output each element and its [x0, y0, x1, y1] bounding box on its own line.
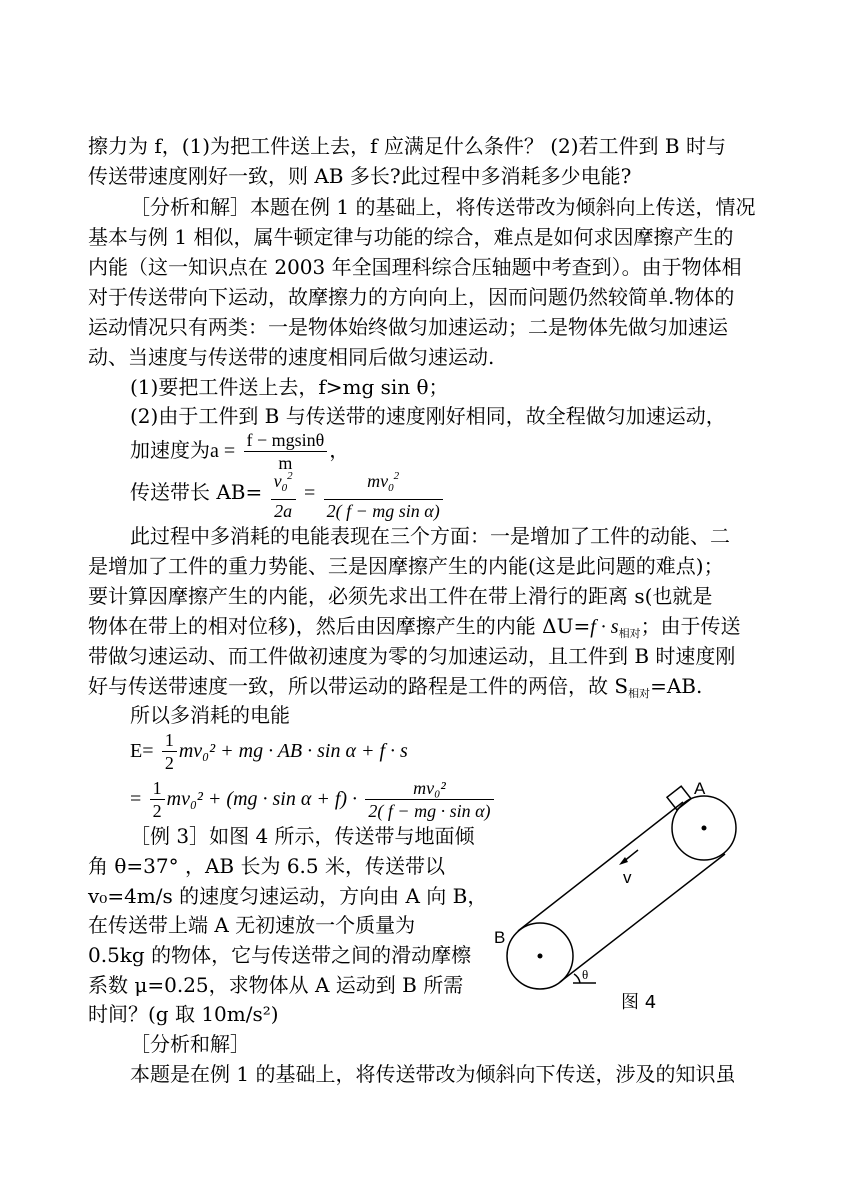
example3-line-3: v₀=4m/s 的速度匀速运动，方向由 A 向 B， [88, 884, 488, 908]
energy-fraction: $\frac{\text{mv₀²}}{\text{2( f − mg · sin α)}}$ [365, 777, 493, 822]
length-numerator-1: $v_0^2$ [271, 465, 296, 500]
text-line-1: 擦力为 f，(1)为把工件送上去，f 应满足什么条件？ (2)若工件到 B 时与 [88, 134, 726, 158]
text-line-18: 好与传送带速度一致，所以带运动的路程是工件的两倍，故 $S_{相对}=AB$. [88, 674, 703, 700]
energy-formula-1: E= $\frac{1}{2}$ mv₀² + mg · AB · sin α + f · s [130, 730, 408, 773]
acceleration-prefix: 加速度为 [130, 438, 210, 462]
energy-half-2: $\frac{1}{2}$ [150, 777, 165, 822]
example3-line-9: 本题是在例 1 的基础上，将传送带改为倾斜向下传送，涉及的知识虽 [130, 1062, 736, 1086]
acceleration-numerator: f − mgsinθ [244, 429, 328, 452]
length-fraction-1 [271, 465, 296, 522]
acceleration-suffix: ， [329, 438, 350, 462]
text-line-2: 传送带速度刚好一致，则 AB 多长?此过程中多消耗多少电能? [88, 164, 632, 188]
text-line-8: 动、当速度与传送带的速度相同后做匀速运动. [88, 345, 495, 369]
conveyor-belt-figure [488, 768, 748, 1028]
length-equals: = [303, 482, 316, 504]
text-line-5: 内能（这一知识点在 2003 年全国理科综合压轴题中考查到）。由于物体相 [88, 255, 742, 279]
length-numerator-2: $mv_0^2$ [324, 465, 443, 500]
length-denominator-2: 2( f − mg sin α) [326, 501, 440, 521]
label-theta: θ [582, 967, 589, 982]
text-line-13: 此过程中多消耗的电能表现在三个方面：一是增加了工件的动能、二 [130, 524, 730, 548]
energy-expression-1: mv₀² + mg · AB · sin α + f · s [178, 740, 408, 762]
energy-formula-2: = $\frac{1}{2}$ mv₀² + (mg · sin α + f) · $\frac{\text{mv₀²}}{\text{2( f − mg · sin α)}}$ [130, 770, 496, 827]
text-line-4: 基本与例 1 相似，属牛顿定律与功能的综合，难点是如何求因摩擦产生的 [88, 225, 734, 249]
example3-line-6: 系数 μ=0.25，求物体从 A 运动到 B 所需 [88, 973, 464, 997]
length-formula [130, 462, 445, 523]
label-v: v [623, 868, 632, 887]
example3-line-2: 角 θ=37° ，AB 长为 6.5 米，传送带以 [88, 854, 445, 878]
example3-line-5: 0.5kg 的物体，它与传送带之间的滑动摩檫 [88, 943, 472, 967]
text-line-15: 要计算因摩擦产生的内能，必须先求出工件在带上滑行的距离 s(也就是 [88, 584, 713, 608]
text-line-16: 物体在带上的相对位移)，然后由因摩擦产生的内能 $\Delta U=f \cdot s_{相对}$；由于传送 [88, 614, 741, 640]
example3-line-4: 在传送带上端 A 无初速放一个质量为 [88, 913, 416, 937]
angle-arc [574, 974, 580, 983]
example3-line-8: ［分析和解］ [130, 1032, 250, 1056]
length-denominator-1: 2a [274, 501, 293, 521]
example3-line-7: 时间？(g 取 10m/s²) [88, 1002, 279, 1026]
text-line-7: 运动情况只有两类：一是物体始终做匀加速运动；二是物体先做匀加速运 [88, 315, 728, 339]
text-line-14: 是增加了工件的重力势能、三是因摩擦产生的内能(这是此问题的难点)； [88, 554, 724, 578]
text-line-9: (1)要把工件送上去，f>mg sin θ； [130, 375, 449, 399]
text-line-10: (2)由于工件到 B 与传送带的速度刚好相同，故全程做匀加速运动， [130, 404, 726, 428]
text-line-6: 对于传送带向下运动，故摩擦力的方向向上，因而问题仍然较简单.物体的 [88, 285, 735, 309]
example3-line-1: ［例 3］如图 4 所示，传送带与地面倾 [130, 824, 475, 848]
length-fraction-2 [324, 465, 443, 522]
workpiece-block [667, 786, 691, 810]
text-line-19: 所以多消耗的电能 [130, 703, 290, 727]
text-line-3: ［分析和解］本题在例 1 的基础上，将传送带改为倾斜向上传送，情况 [130, 195, 756, 219]
figure-caption: 图 4 [621, 992, 657, 1013]
text-line-17: 带做匀速运动、而工件做初速度为零的匀加速运动，且工件到 B 时速度刚 [88, 644, 736, 668]
acceleration-denominator: m [278, 453, 293, 473]
acceleration-a: a = [210, 440, 236, 462]
label-a: A [694, 779, 706, 798]
energy-expression-2: mv₀² + (mg · sin α + f) · [166, 788, 358, 810]
lower-pulley-center [538, 954, 543, 959]
upper-pulley-center [702, 826, 707, 831]
energy-half-1: $\frac{1}{2}$ [162, 729, 177, 774]
length-prefix: 传送带长 AB= [130, 480, 263, 504]
label-b: B [494, 928, 506, 947]
belt-upper-line [518, 802, 683, 931]
belt-lower-line [560, 854, 725, 982]
